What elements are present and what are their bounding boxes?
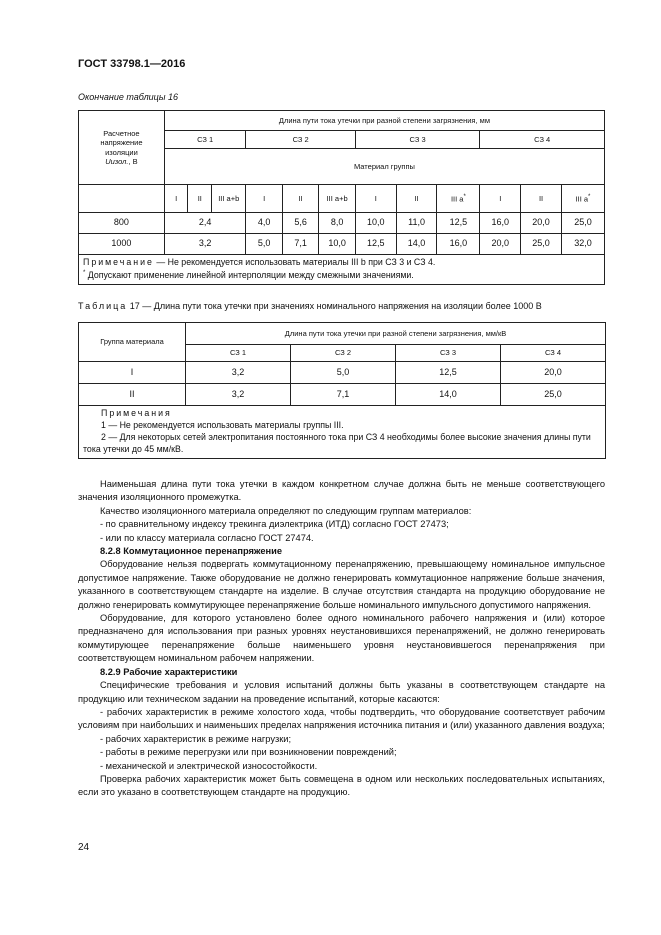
section-heading-8-2-8: 8.2.8 Коммутационное перенапряжение [100, 546, 283, 557]
table-cell: 5,0 [246, 234, 282, 255]
t17-notes: Примечания 1 — Не рекомендуется использовать материалы группы III. 2 — Для некоторых сетей электропитания постоянного тока при СЗ 4 необходимы более высокие значения длины пути тока утечки до 45 мм/кВ. [79, 406, 606, 459]
paragraph: - механической и электрической износостойкости. [100, 760, 318, 771]
paragraph: - по сравнительному индексу трекинга диэлектрика (ИТД) согласно ГОСТ 27473; [100, 519, 449, 530]
table-cell: I [79, 362, 186, 384]
table-cell: 20,0 [521, 213, 562, 234]
table-row [79, 234, 605, 255]
table-cell: 3,2 [186, 384, 291, 406]
table-cell: 11,0 [396, 213, 437, 234]
t16-sub: III a* [561, 185, 604, 213]
t16-sub: III a+b [212, 185, 246, 213]
table-cell: 20,0 [480, 234, 521, 255]
table-cell: 800 [79, 213, 165, 234]
t16-group-sz2: СЗ 2 [246, 131, 355, 149]
paragraph: Оборудование нельзя подвергать коммутационному перенапряжению, превышающему номинальное импульсное допустимое напряжение. Также оборудование не должно генерировать коммутационное напряжение больше значения, указанного в соответствующем стандарте на изделие. В случае отсутствия стандарта на продукцию оборудование не должно генерировать коммутирующее перенапряжение больше номинального импульсного допустимого напряжения. [78, 559, 605, 610]
document-header: ГОСТ 33798.1—2016 [78, 58, 186, 70]
t17-rowhead: Группа материала [79, 323, 186, 362]
section-heading-8-2-9: 8.2.9 Рабочие характеристики [100, 666, 238, 677]
table-cell: 3,2 [186, 362, 291, 384]
table-cell: 5,0 [291, 362, 396, 384]
table-16 [78, 110, 605, 285]
table-row [79, 362, 606, 384]
table-cell: 25,0 [501, 384, 606, 406]
t17-group-sz4: СЗ 4 [501, 345, 606, 362]
paragraph: Проверка рабочих характеристик может быть совмещена в одном или нескольких последовательных испытаниях, если это указано в соответствующем стандарте на продукцию. [78, 773, 605, 798]
table-cell: 14,0 [396, 384, 501, 406]
table-cell: 16,0 [480, 213, 521, 234]
t16-sub: I [246, 185, 282, 213]
t16-sub-blank [79, 185, 165, 213]
t16-group-sz3: СЗ 3 [355, 131, 479, 149]
table17-caption: Таблица 17 — Длина пути тока утечки при значениях номинального напряжения на изоляции более 1000 В [78, 301, 542, 311]
t16-sub: I [164, 185, 188, 213]
body-text [78, 478, 605, 800]
table-cell: 25,0 [521, 234, 562, 255]
paragraph: Качество изоляционного материала определяют по следующим группам материалов: [100, 505, 472, 516]
t16-sub: III a+b [319, 185, 355, 213]
paragraph: - рабочих характеристик в режиме холостого хода, чтобы подтвердить, что оборудование соответствует рабочим условиям при наибольших и наименьших пределах напряжения источника питания и (или) указанного давления воздуха; [78, 706, 605, 731]
table-cell: 12,5 [437, 213, 480, 234]
t17-top-header: Длина пути тока утечки при разной степени загрязнения, мм/кВ [186, 323, 606, 345]
paragraph: - работы в режиме перегрузки или при возникновении повреждений; [100, 747, 397, 758]
t16-rowhead: Расчетное напряжение изоляции Uизол., В [79, 111, 165, 185]
table-cell: 1000 [79, 234, 165, 255]
table-cell: 25,0 [561, 213, 604, 234]
t16-top-header: Длина пути тока утечки при разной степени загрязнения, мм [164, 111, 604, 131]
table-cell: 14,0 [396, 234, 437, 255]
table-cell: 2,4 [164, 213, 246, 234]
table-cell: 20,0 [501, 362, 606, 384]
paragraph: Наименьшая длина пути тока утечки в каждом конкретном случае должна быть не меньше соответствующего значения изоляционного промежутка. [78, 479, 605, 503]
table-cell: 7,1 [282, 234, 318, 255]
t17-group-sz2: СЗ 2 [291, 345, 396, 362]
page-number: 24 [78, 842, 90, 853]
t16-group-sz1: СЗ 1 [164, 131, 246, 149]
table-row [79, 213, 605, 234]
table-cell: 5,6 [282, 213, 318, 234]
table-cell: II [79, 384, 186, 406]
t16-note: Примечание — Не рекомендуется использовать материалы III b при СЗ 3 и СЗ 4. * Допускают применение линейной интерполяции между смежными значениями. [79, 255, 605, 285]
table-cell: 10,0 [319, 234, 355, 255]
t16-sub: I [355, 185, 396, 213]
t16-sub: II [521, 185, 562, 213]
table-cell: 16,0 [437, 234, 480, 255]
table-cell: 32,0 [561, 234, 604, 255]
table-row [79, 384, 606, 406]
table-17 [78, 322, 606, 459]
paragraph: - или по классу материала согласно ГОСТ 27474. [100, 532, 314, 543]
table16-caption: Окончание таблицы 16 [78, 92, 178, 102]
paragraph: Оборудование, для которого установлено более одного номинального рабочего напряжения и (или) которое предназначено для использования при разных уровнях неустановившихся перенапряжений, не должно генерировать коммутирующее перенапряжение больше наименьшего уровня неустановившегося перенапряжения при соответствующем номинальном рабочем напряжении. [78, 613, 605, 664]
t17-group-sz1: СЗ 1 [186, 345, 291, 362]
paragraph: Специфические требования и условия испытаний должны быть указаны в соответствующем стандарте на продукцию или техническом задании на проведение испытаний, которые касаются: [78, 680, 605, 704]
t16-sub: III a* [437, 185, 480, 213]
t16-sub: II [396, 185, 437, 213]
table-cell: 4,0 [246, 213, 282, 234]
table-cell: 3,2 [164, 234, 246, 255]
t16-material-header: Материал группы [164, 149, 604, 185]
t16-sub: II [188, 185, 212, 213]
paragraph: - рабочих характеристик в режиме нагрузки; [100, 733, 292, 744]
t16-sub: I [480, 185, 521, 213]
table-cell: 7,1 [291, 384, 396, 406]
table-cell: 10,0 [355, 213, 396, 234]
t16-sub: II [282, 185, 318, 213]
table-cell: 12,5 [355, 234, 396, 255]
table-cell: 12,5 [396, 362, 501, 384]
t17-group-sz3: СЗ 3 [396, 345, 501, 362]
table-cell: 8,0 [319, 213, 355, 234]
t16-group-sz4: СЗ 4 [480, 131, 605, 149]
